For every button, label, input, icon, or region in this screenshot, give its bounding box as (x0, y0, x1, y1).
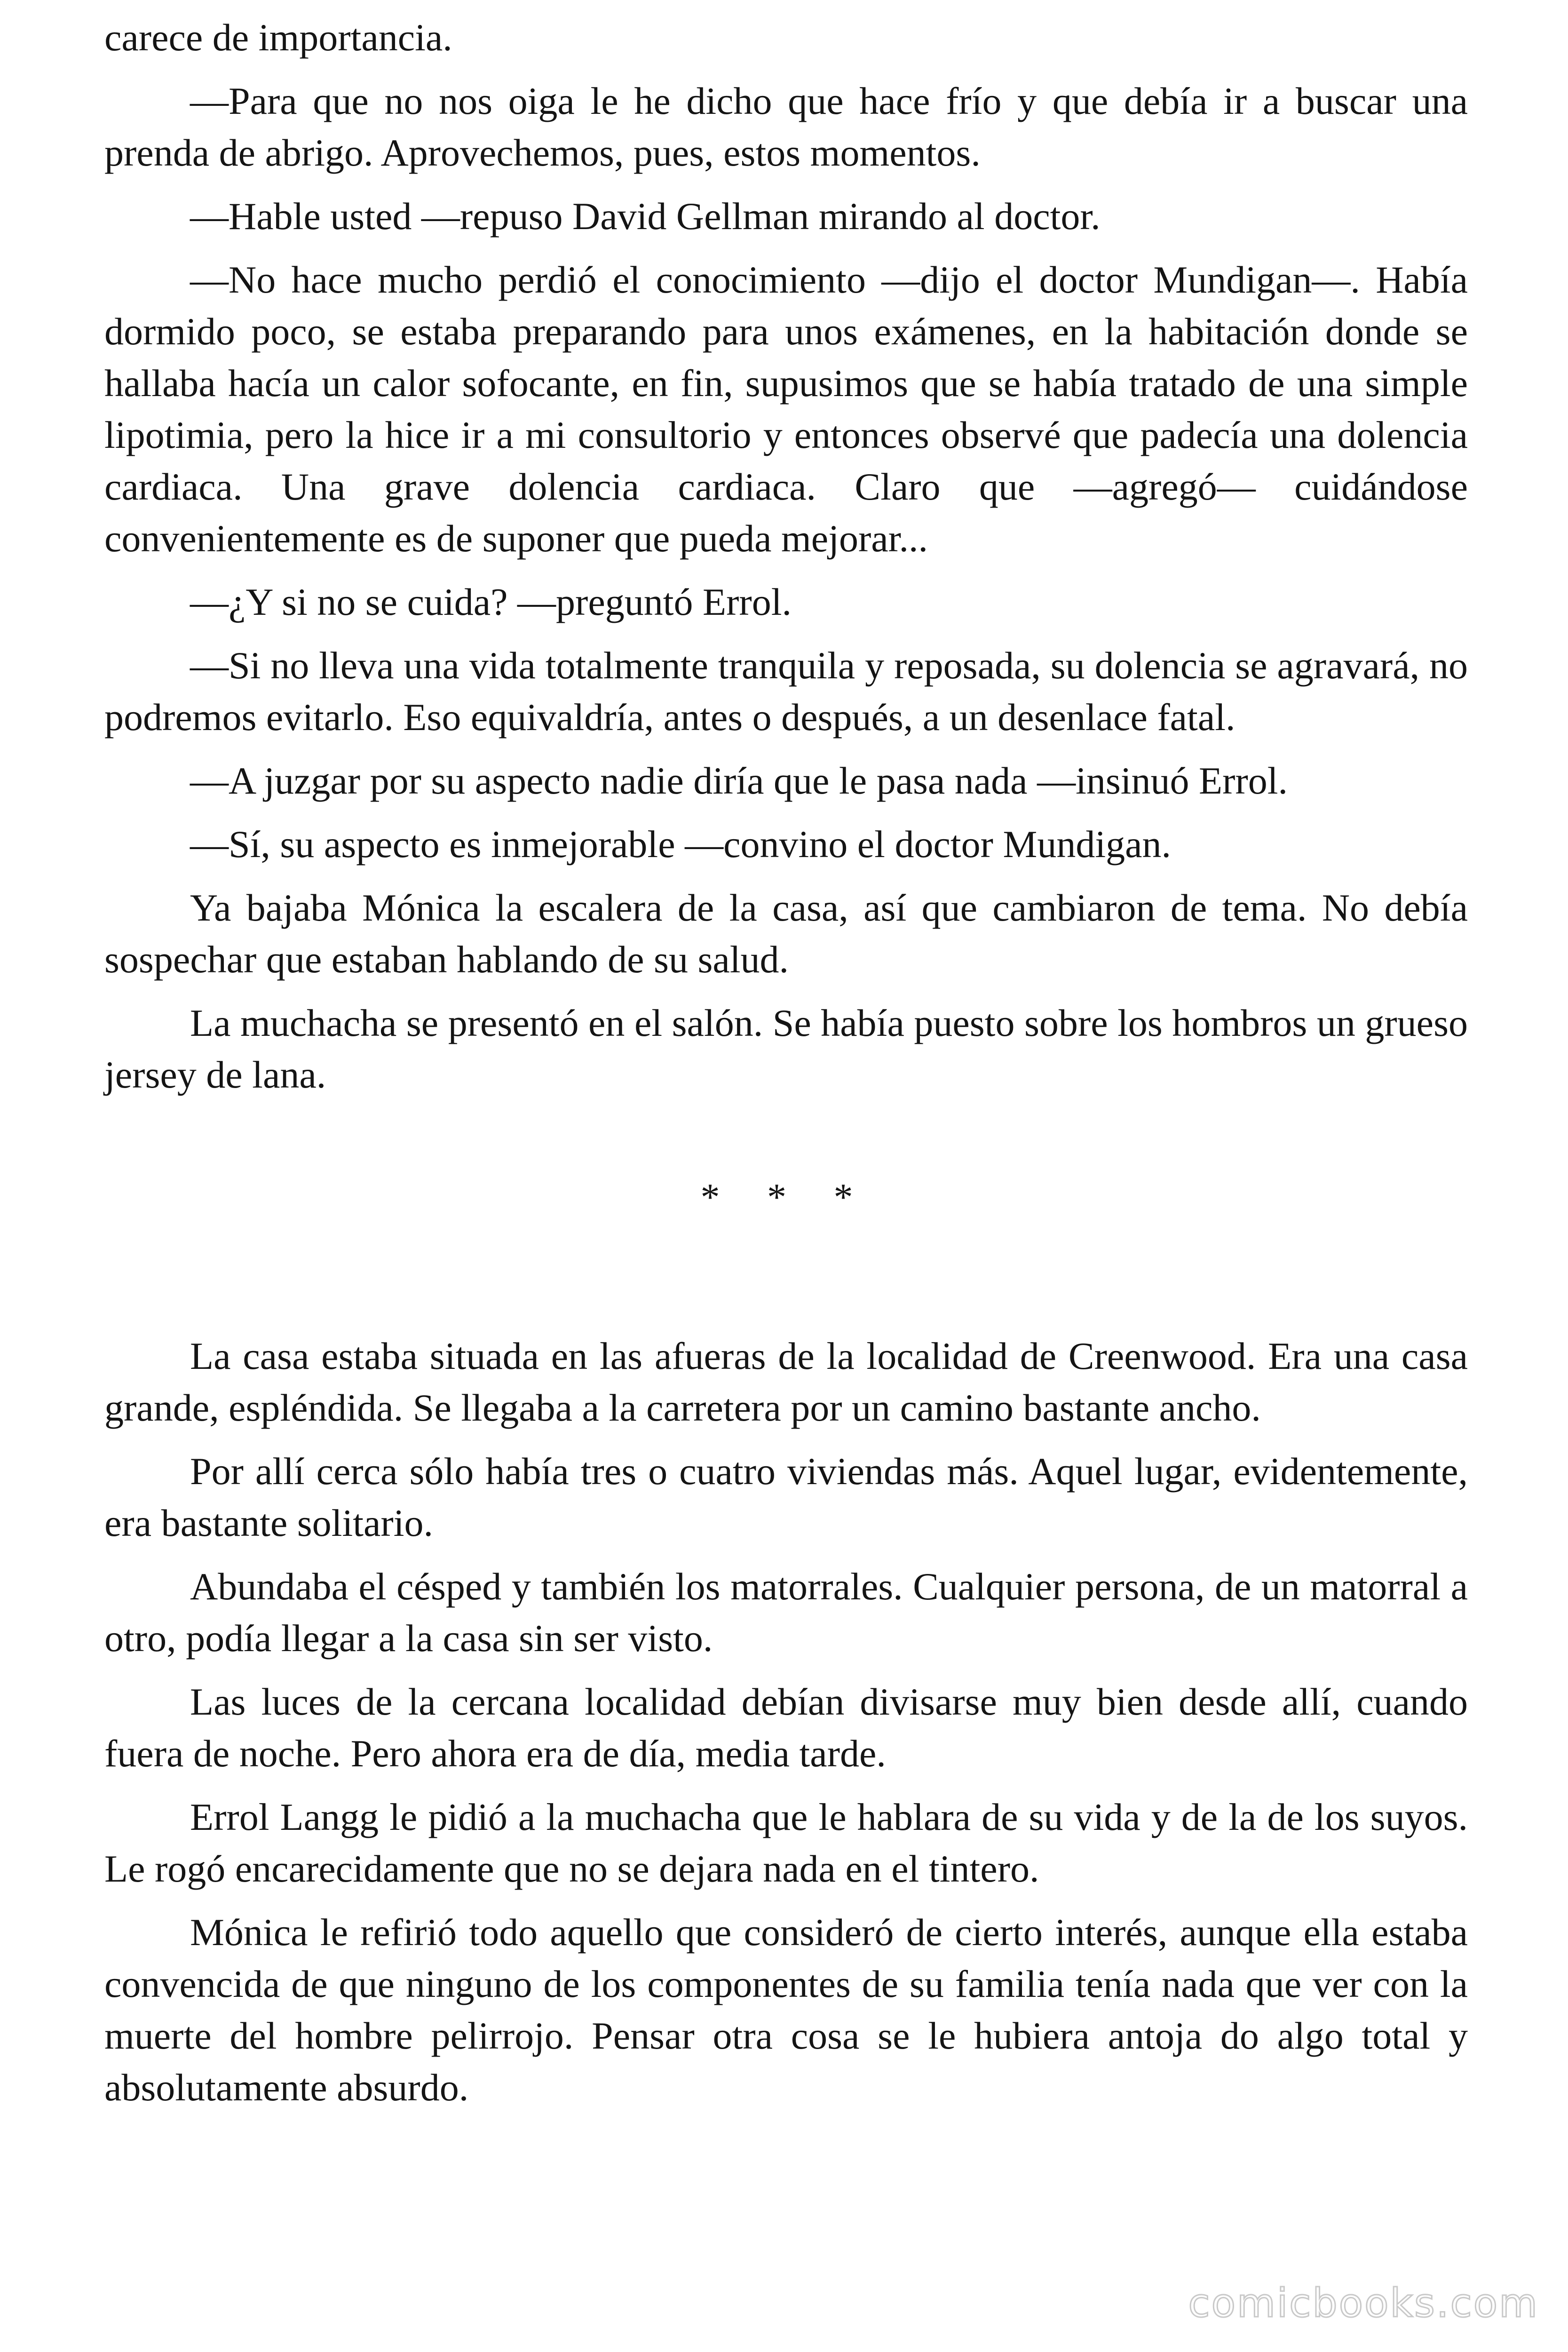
paragraph-continuation: carece de importancia. (104, 16, 452, 59)
paragraph: Abundaba el césped y también los matorrales. Cualquier persona, de un matorral a otro, podía llegar a la casa sin ser visto. (104, 1565, 1468, 1660)
paragraph: La casa estaba situada en las afueras de la localidad de Creenwood. Era una casa grande, espléndida. Se llegaba a la carretera por un camino bastante ancho. (104, 1335, 1468, 1429)
paragraph: —A juzgar por su aspecto nadie diría que le pasa nada —insinuó Errol. (190, 759, 1288, 802)
paragraph: —Sí, su aspecto es inmejorable —convino el doctor Mundigan. (190, 823, 1172, 866)
paragraph: Mónica le refirió todo aquello que consideró de cierto interés, aunque ella estaba convencida de que ninguno de los componentes de su familia tenía nada que ver con la muerte del hombre pelirrojo. Pensar otra cosa se le hubiera antoja do algo total y absolutamente absurdo. (104, 1911, 1468, 2109)
paragraph: —Hable usted —repuso David Gellman mirando al doctor. (190, 195, 1101, 238)
paragraph: Por allí cerca sólo había tres o cuatro viviendas más. Aquel lugar, evidentemente, era bastante solitario. (104, 1450, 1468, 1544)
scene-break-separator: * * * (700, 1176, 872, 1218)
watermark: comicbooks.com (1188, 2280, 1539, 2326)
paragraph: La muchacha se presentó en el salón. Se había puesto sobre los hombros un grueso jersey de lana. (104, 1001, 1468, 1096)
paragraph: —Si no lleva una vida totalmente tranquila y reposada, su dolencia se agravará, no podremos evitarlo. Eso equivaldría, antes o después, a un desenlace fatal. (104, 644, 1468, 739)
paragraph: Las luces de la cercana localidad debían divisarse muy bien desde allí, cuando fuera de noche. Pero ahora era de día, media tarde. (104, 1680, 1468, 1775)
paragraph: Ya bajaba Mónica la escalera de la casa, así que cambiaron de tema. No debía sospechar que estaban hablando de su salud. (104, 886, 1468, 981)
paragraph: —¿Y si no se cuida? —preguntó Errol. (190, 580, 792, 623)
paragraph: —No hace mucho perdió el conocimiento —dijo el doctor Mundigan—. Había dormido poco, se estaba preparando para unos exámenes, en la habitación donde se hallaba hacía un calor sofocante, en fin, supusimos que se había tratado de una simple lipotimia, pero la hice ir a mi consultorio y entonces observé que padecía una dolencia cardiaca. Una grave dolencia cardiaca. Claro que —agregó— cuidándose convenientemente es de suponer que pueda mejorar... (104, 258, 1468, 560)
paragraph: Errol Langg le pidió a la muchacha que le hablara de su vida y de la de los suyos. Le rogó encarecidamente que no se dejara nada en el tintero. (104, 1796, 1468, 1890)
paragraph: —Para que no nos oiga le he dicho que hace frío y que debía ir a buscar una prenda de abrigo. Aprovechemos, pues, estos momentos. (104, 79, 1468, 174)
